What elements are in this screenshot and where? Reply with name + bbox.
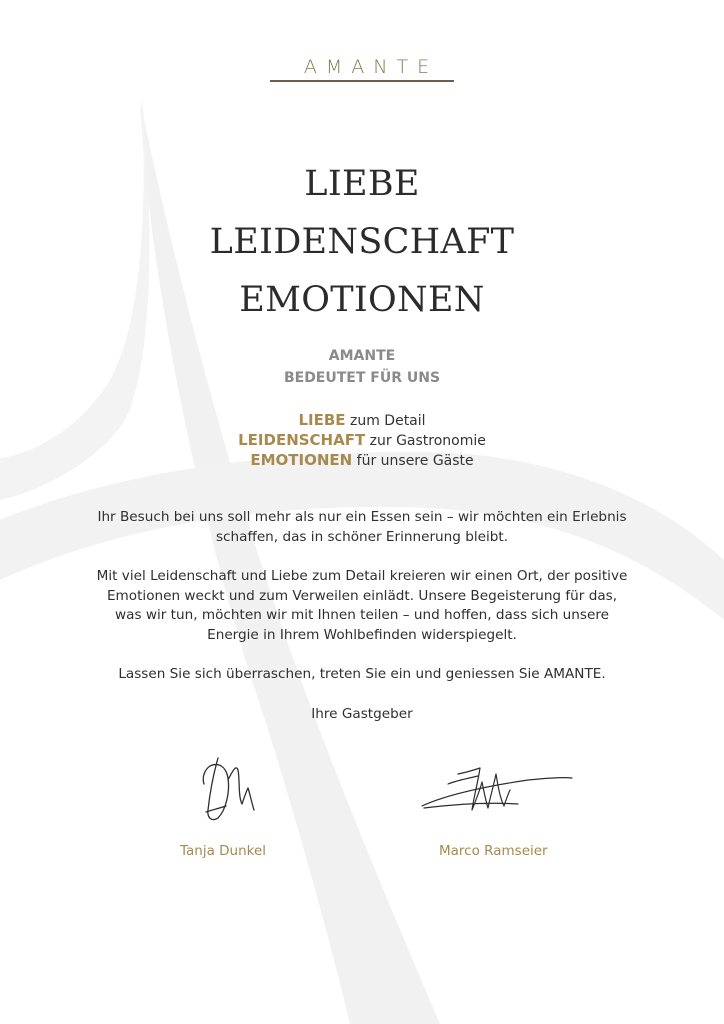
motto-keyword: LEIDENSCHAFT bbox=[238, 431, 366, 449]
amante-logo: AMANTE bbox=[303, 56, 439, 78]
handwritten-signature-icon bbox=[196, 752, 266, 828]
motto-line bbox=[0, 431, 724, 449]
headline-line-2: LEIDENSCHAFT bbox=[209, 222, 515, 262]
headline-line-1: LIEBE bbox=[304, 164, 420, 204]
handwritten-signature-icon bbox=[418, 764, 574, 822]
motto-text: für unsere Gäste bbox=[356, 453, 474, 469]
motto-keyword: EMOTIONEN bbox=[250, 451, 353, 469]
paragraph-passion bbox=[0, 567, 724, 645]
paragraph-line: Mit viel Leidenschaft und Liebe zum Detail kreieren wir einen Ort, der positive bbox=[96, 568, 628, 584]
headline-line-3: EMOTIONEN bbox=[239, 280, 485, 320]
paragraph-line: schaffen, das in schöner Erinnerung bleibt. bbox=[215, 528, 509, 545]
paragraph-line: Emotionen weckt und zum Verweilen einlädt. Unsere Begeisterung für das, bbox=[106, 587, 618, 604]
paragraph-line: was wir tun, möchten wir mit Ihnen teilen – und hoffen, dass sich unsere bbox=[115, 607, 609, 624]
paragraph-line: Ihr Besuch bei uns soll mehr als nur ein Essen sein – wir möchten ein Erlebnis bbox=[97, 509, 627, 525]
motto-line bbox=[0, 451, 724, 469]
paragraph-intro bbox=[0, 508, 724, 547]
paragraph-line: Lassen Sie sich überraschen, treten Sie ein und geniessen Sie AMANTE. bbox=[118, 666, 606, 682]
signatory-name: Marco Ramseier bbox=[439, 843, 548, 859]
paragraph-invitation bbox=[0, 665, 724, 685]
motto-text: zum Detail bbox=[349, 413, 426, 429]
signatory-name: Tanja Dunkel bbox=[180, 843, 267, 859]
motto-keyword: LIEBE bbox=[298, 411, 346, 429]
subtitle-line-1: AMANTE bbox=[328, 348, 396, 364]
motto-line bbox=[0, 411, 724, 429]
logo-underline bbox=[270, 80, 454, 82]
subtitle-line-2: BEDEUTET FÜR UNS bbox=[283, 370, 441, 386]
paragraph-line: Ihre Gastgeber bbox=[311, 706, 413, 722]
closing-line bbox=[0, 705, 724, 725]
paragraph-line: Energie in Ihrem Wohlbefinden widerspiegelt. bbox=[207, 626, 517, 643]
motto-text: zur Gastronomie bbox=[369, 433, 486, 449]
